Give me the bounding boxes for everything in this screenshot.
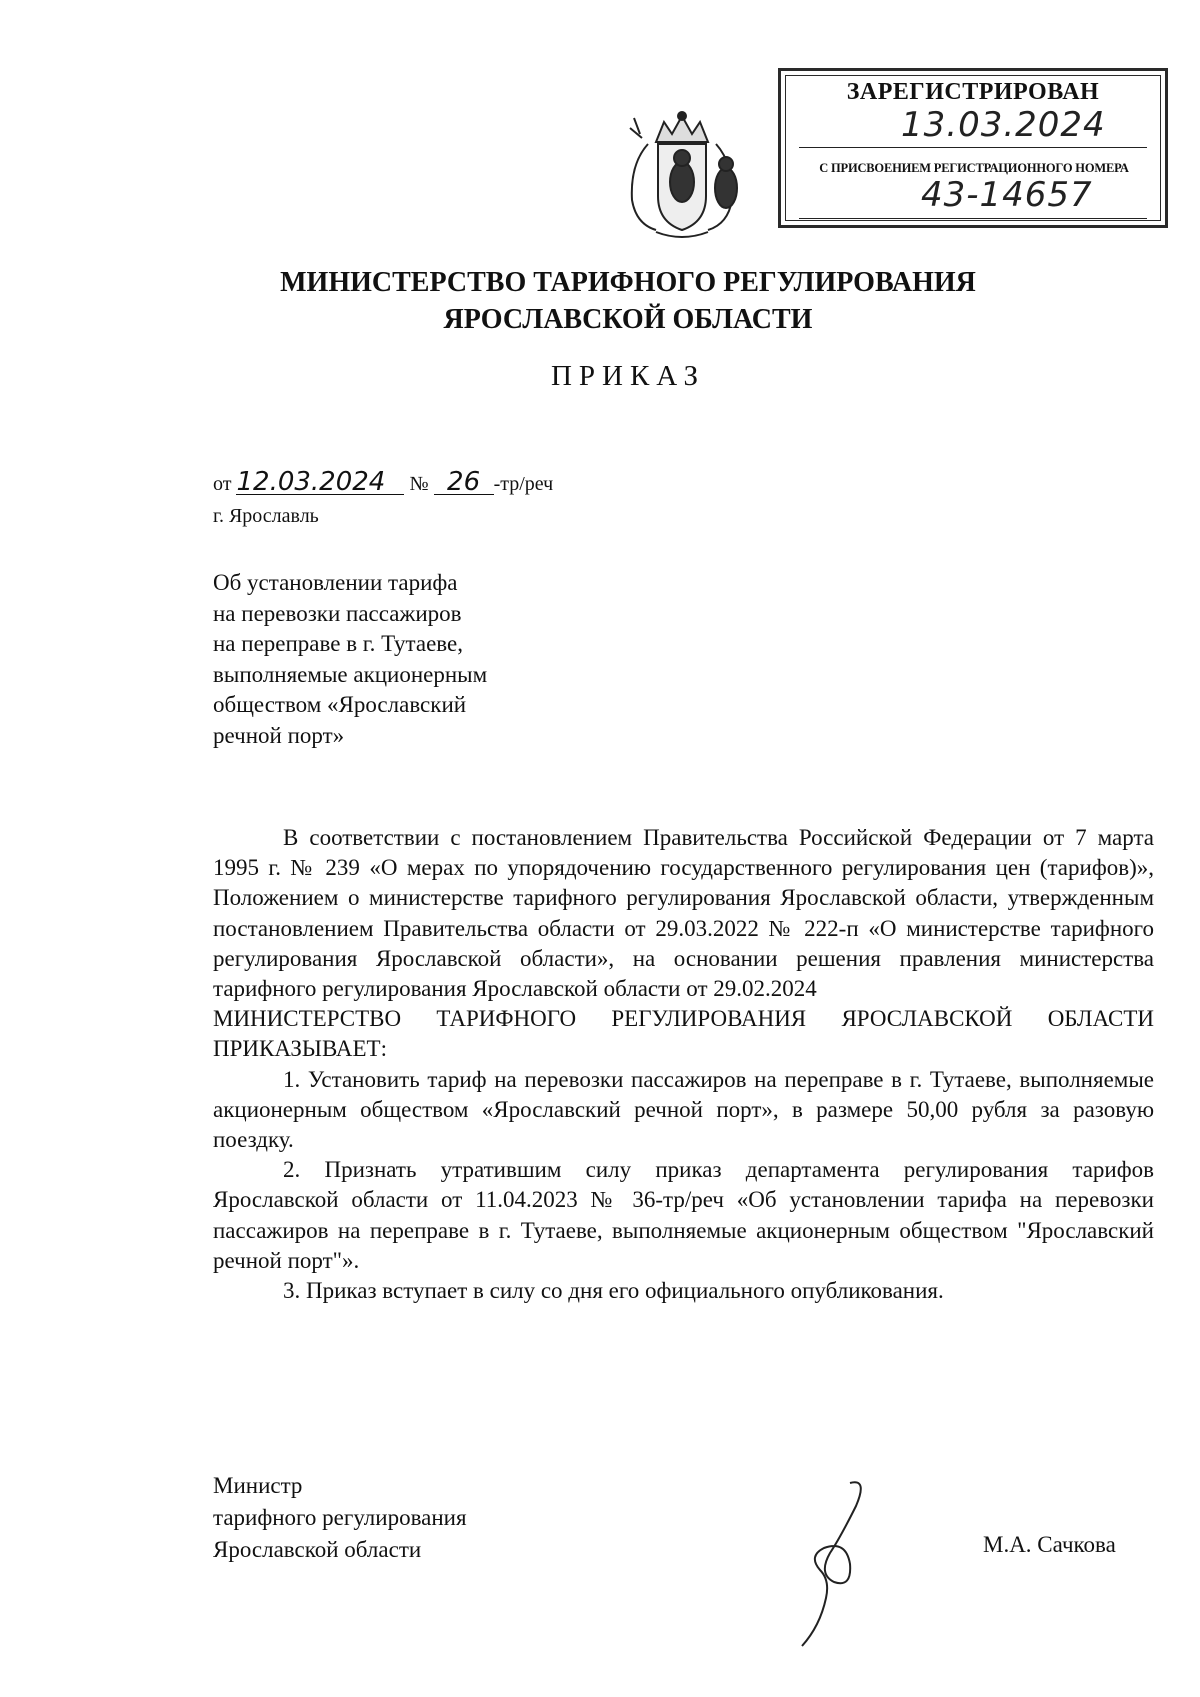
order-date-number-line — [213, 467, 554, 497]
order-number: 26 — [434, 470, 494, 495]
order-item-3: 3. Приказ вступает в силу со дня его официального опубликования. — [283, 1278, 944, 1304]
subject-line: обществом «Ярославский — [213, 692, 467, 717]
registration-stamp — [778, 68, 1168, 228]
ministry-heading — [0, 264, 1200, 338]
stamp-registration-number: 43-14657 — [921, 175, 1093, 215]
number-prefix: № — [409, 473, 429, 495]
number-suffix: -тр/реч — [493, 473, 554, 495]
stamp-date-underline — [799, 147, 1147, 148]
subject-line: выполняемые акционерным — [213, 661, 488, 687]
signatory-role-line3: Ярославской области — [213, 1537, 422, 1562]
handwritten-signature — [790, 1478, 890, 1648]
stamp-registration-date: 13.03.2024 — [901, 105, 1106, 145]
order-item-2: 2. Признать утратившим силу приказ департамента регулирования тарифов Ярославской области от 11.04.2023 № 36-тр/реч «Об установлении тарифа на перевозки пассажиров на переправе в г. Тутаеве, выполняемые акционерным обществом "Ярославский речной порт"». — [213, 1157, 1154, 1273]
order-body — [213, 823, 1154, 1306]
signatory-role-line1: Министр — [213, 1473, 303, 1498]
coat-of-arms-emblem — [612, 104, 752, 244]
subject-line: на переправе в г. Тутаеве, — [213, 631, 463, 656]
order-date: 12.03.2024 — [236, 470, 404, 495]
decree-paragraph: МИНИСТЕРСТВО ТАРИФНОГО РЕГУЛИРОВАНИЯ ЯРОСЛАВСКОЙ ОБЛАСТИ ПРИКАЗЫВАЕТ: — [213, 1006, 1154, 1062]
subject-line: на перевозки пассажиров — [213, 600, 462, 626]
order-subject — [213, 568, 613, 751]
document-type: ПРИКАЗ — [550, 360, 706, 392]
order-item-1: 1. Установить тариф на перевозки пассажиров на переправе в г. Тутаеве, выполняемые акционерным обществом «Ярославский речной порт», в размере 50,00 рубля за разовую поездку. — [213, 1066, 1154, 1153]
city: г. Ярославль — [213, 505, 319, 527]
ministry-name-line2: ЯРОСЛАВСКОЙ ОБЛАСТИ — [443, 304, 813, 335]
stamp-title: ЗАРЕГИСТРИРОВАН — [846, 79, 1100, 105]
signatory-role-line2: тарифного регулирования — [213, 1505, 467, 1530]
subject-line: речной порт» — [213, 722, 345, 748]
ministry-name-line1: МИНИСТЕРСТВО ТАРИФНОГО РЕГУЛИРОВАНИЯ — [280, 267, 976, 298]
stamp-caption: С ПРИСВОЕНИЕМ РЕГИСТРАЦИОННОГО НОМЕРА — [819, 161, 1129, 175]
stamp-number-underline — [799, 218, 1147, 219]
from-prefix: от — [213, 473, 232, 495]
preamble-paragraph: В соответствии с постановлением Правительства Российской Федерации от 7 марта 1995 г. № 239 «О мерах по упорядочению государственного регулирования цен (тарифов)», Положением о министерстве тарифного регулирования Ярославской области, утвержденным постановлением Правительства области от 29.03.2022 № 222-п «О министерстве тарифного регулирования Ярославской области», на основании решения правления министерства тарифного регулирования Ярославской области от 29.02.2024 — [213, 825, 1154, 1002]
signatory-position — [213, 1470, 467, 1566]
signatory-name: М.А. Сачкова — [983, 1532, 1116, 1557]
subject-line: Об установлении тарифа — [213, 570, 458, 595]
